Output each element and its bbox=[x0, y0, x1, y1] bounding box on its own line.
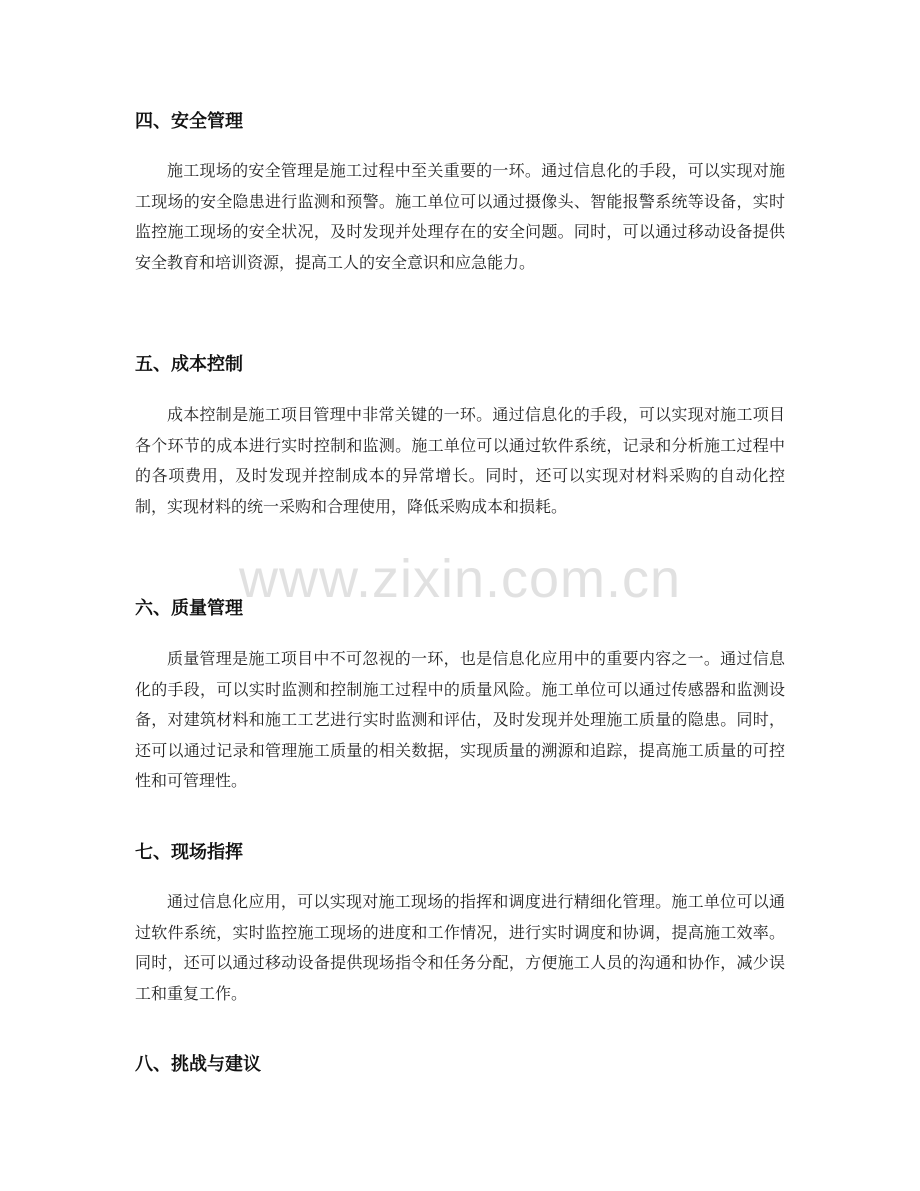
section-body-site-command: 通过信息化应用，可以实现对施工现场的指挥和调度进行精细化管理。施工单位可以通过软件系统，实时监控施工现场的进度和工作情况，进行实时调度和协调，提高施工效率。同时，还可以通过移动设备提供现场指令和任务分配，方便施工人员的沟通和协作，减少误工和重复工作。 bbox=[135, 892, 785, 1003]
watermark: www.zixin.com.cn bbox=[238, 549, 682, 609]
section-heading-site-command: 七、现场指挥 bbox=[135, 842, 243, 863]
section-body-quality: 质量管理是施工项目中不可忽视的一环，也是信息化应用中的重要内容之一。通过信息化的手段，可以实时监测和控制施工过程中的质量风险。施工单位可以通过传感器和监测设备，对建筑材料和施工工艺进行实时监测和评估，及时发现并处理施工质量的隐患。同时，还可以通过记录和管理施工质量的相关数据，实现质量的溯源和追踪，提高施工质量的可控性和可管理性。 bbox=[135, 649, 785, 790]
section-heading-safety: 四、安全管理 bbox=[135, 111, 243, 132]
section-heading-quality: 六、质量管理 bbox=[135, 598, 243, 619]
section-body-cost: 成本控制是施工项目管理中非常关键的一环。通过信息化的手段，可以实现对施工项目各个环节的成本进行实时控制和监测。施工单位可以通过软件系统，记录和分析施工过程中的各项费用，及时发现并控制成本的异常增长。同时，还可以实现对材料采购的自动化控制，实现材料的统一采购和合理使用，降低采购成本和损耗。 bbox=[135, 405, 785, 516]
section-heading-challenges: 八、挑战与建议 bbox=[135, 1054, 261, 1075]
section-body-safety: 施工现场的安全管理是施工过程中至关重要的一环。通过信息化的手段，可以实现对施工现场的安全隐患进行监测和预警。施工单位可以通过摄像头、智能报警系统等设备，实时监控施工现场的安全状况，及时发现并处理存在的安全问题。同时，可以通过移动设备提供安全教育和培训资源，提高工人的安全意识和应急能力。 bbox=[135, 161, 785, 272]
section-heading-cost: 五、成本控制 bbox=[135, 354, 243, 375]
